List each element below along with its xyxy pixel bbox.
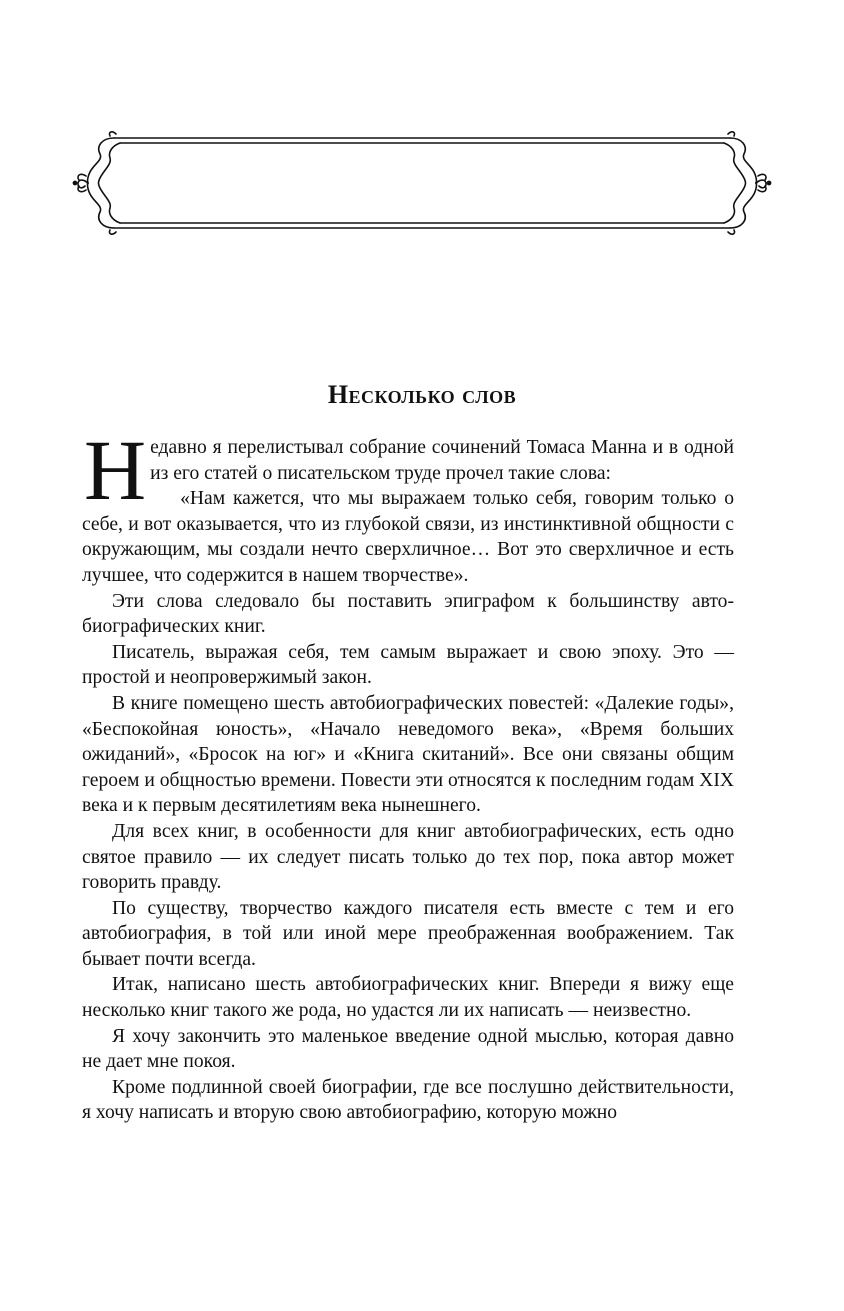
body-text <box>82 422 734 1126</box>
drop-cap: Н <box>84 422 147 518</box>
paragraph: Для всех книг, в особенности для книг автобиографических, есть одно святое правило — их следует писать только до тех пор, пока автор может говорить правду. <box>82 820 734 894</box>
ornamental-frame <box>72 128 772 238</box>
ornament-border-icon <box>72 128 772 238</box>
paragraph: Итак, написано шесть автобиографических книг. Впереди я вижу еще несколько книг такого же рода, но удастся ли их написать — неизвестно. <box>82 974 734 1022</box>
paragraph: Эти слова следовало бы поставить эпиграфом к большинству автобиографических книг. <box>82 590 734 638</box>
paragraph: Я хочу закончить это маленькое введение одной мыслью, которая давно не дает мне покоя. <box>82 1025 734 1073</box>
paragraph: Кроме подлинной своей биографии, где все послушно действительности, я хочу написать и вторую свою автобиографию, которую можно <box>82 1076 734 1124</box>
paragraph: По существу, творчество каждого писателя есть вместе с тем и его автобиография, в той или иной мере преображенная воображением. Так бывает почти всегда. <box>82 897 734 970</box>
paragraph: В книге помещено шесть автобиографических повестей: «Далекие годы», «Беспокойная юность», «Начало неведомого века», «Время больших ожиданий», «Бросок на юг» и «Книга скитаний». Все они связаны общим героем и общностью времени. Повести эти относятся к последним годам XIX века и к первым десятилетиям века нынешнего. <box>82 692 734 817</box>
paragraph: «Нам кажется, что мы выражаем только себя, говорим только о себе, и вот оказывается, что из глубокой связи, из инстинктивной общности с окружающим, мы создали нечто сверхличное… Вот это сверхличное и есть лучшее, что содержится в нашем творчестве». <box>82 488 734 586</box>
first-paragraph-text: едавно я перелистывал собрание сочинений Томаса Манна и в одной из его статей о писательском труде прочел такие слова: <box>150 437 734 484</box>
first-paragraph <box>82 422 734 518</box>
paragraph: Писатель, выражая себя, тем самым выражает и свою эпоху. Это — простой и неопровержимый закон. <box>82 641 734 689</box>
chapter-title: Несколько слов <box>327 380 517 409</box>
